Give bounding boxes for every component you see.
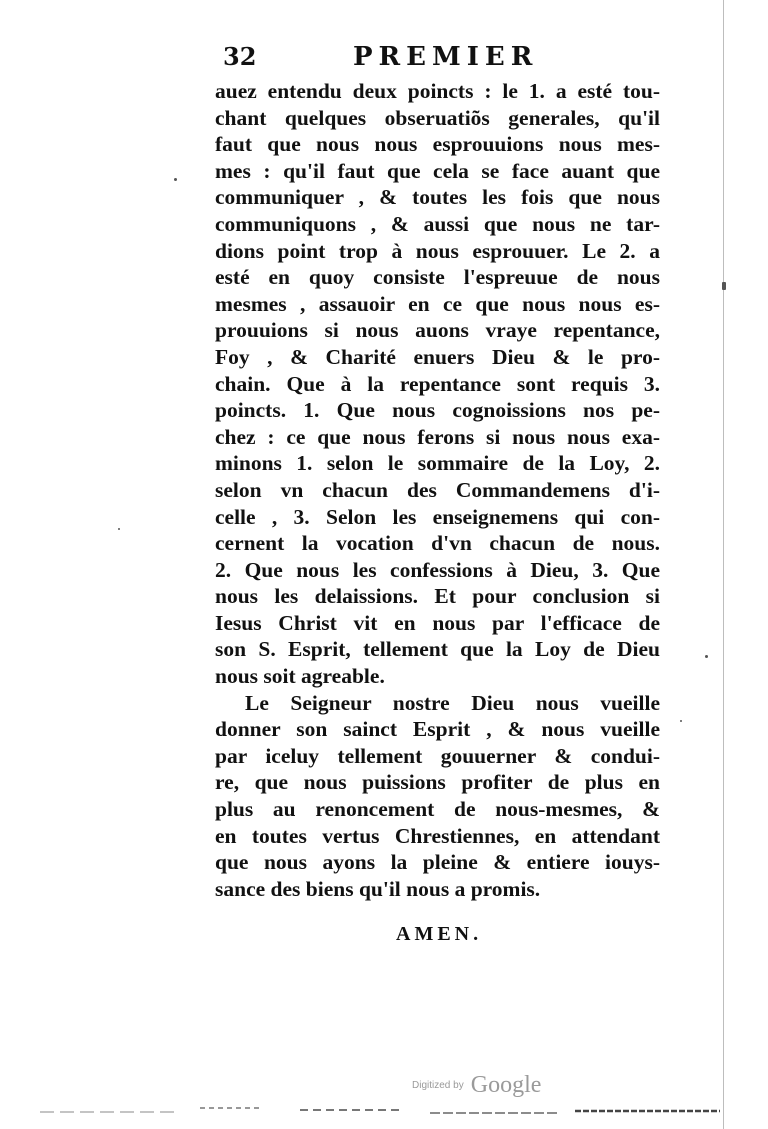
scan-speck bbox=[118, 528, 120, 530]
text-line: 2. Que nous les confessions à Dieu, 3. Que bbox=[215, 557, 660, 582]
text-line: mesmes , assauoir en ce que nous nous es- bbox=[215, 291, 660, 316]
text-line: chant quelques obseruatiõs generales, qu'il bbox=[215, 105, 660, 130]
text-line: faut que nous nous esprouuions nous mes- bbox=[215, 132, 660, 157]
scan-speck bbox=[705, 655, 708, 658]
text-line: son S. Esprit, tellement que la Loy de Dieu bbox=[215, 637, 660, 662]
text-line: Le Seigneur nostre Dieu nous vueille bbox=[245, 690, 660, 715]
digitized-watermark bbox=[412, 1072, 541, 1099]
text-line: Iesus Christ vit en nous par l'efficace de bbox=[215, 610, 660, 635]
scan-speck bbox=[680, 720, 682, 722]
text-line: cernent la vocation d'vn chacun de nous. bbox=[215, 531, 660, 556]
closing-amen: AMEN. bbox=[396, 923, 483, 945]
text-line: en toutes vertus Chrestiennes, en attendant bbox=[215, 823, 660, 848]
page-number: 32 bbox=[223, 42, 257, 71]
text-line: esté en quoy consiste l'espreuue de nous bbox=[215, 265, 660, 290]
text-line: selon vn chacun des Commandemens d'i- bbox=[215, 477, 660, 502]
text-line: nous les delaissions. Et pour conclusion si bbox=[215, 584, 660, 609]
text-line: communiquer , & toutes les fois que nous bbox=[215, 185, 660, 210]
text-line: minons 1. selon le sommaire de la Loy, 2. bbox=[215, 451, 660, 476]
text-line: mes : qu'il faut que cela se face auant que bbox=[215, 158, 660, 183]
scan-speck bbox=[722, 282, 726, 290]
text-line: communiquons , & aussi que nous ne tar- bbox=[215, 211, 660, 236]
text-line: chain. Que à la repentance sont requis 3. bbox=[215, 371, 660, 396]
text-line: nous soit agreable. bbox=[215, 664, 385, 689]
text-line: donner son sainct Esprit , & nous vueille bbox=[215, 717, 660, 742]
scan-noise-marks bbox=[0, 1100, 768, 1120]
text-line: plus au renoncement de nous-mesmes, & bbox=[215, 797, 660, 822]
body-text bbox=[215, 78, 660, 902]
text-line: que nous ayons la pleine & entiere iouys- bbox=[215, 850, 660, 875]
text-line: Foy , & Charité enuers Dieu & le pro- bbox=[215, 344, 660, 369]
text-line: par iceluy tellement gouuerner & condui- bbox=[215, 743, 660, 768]
text-line: poincts. 1. Que nous cognoissions nos pe- bbox=[215, 398, 660, 423]
watermark-brand: Google bbox=[470, 1072, 542, 1098]
text-line: prouuions si nous auons vraye repentance, bbox=[215, 318, 660, 343]
running-head: PREMIER bbox=[353, 42, 539, 72]
text-line: auez entendu deux poincts : le 1. a esté tou- bbox=[215, 79, 660, 103]
text-line: re, que nous puissions profiter de plus en bbox=[215, 770, 660, 795]
watermark-prefix: Digitized by bbox=[412, 1080, 464, 1091]
page-edge-line bbox=[723, 0, 724, 1129]
page-header bbox=[223, 42, 658, 72]
text-line: sance des biens qu'il nous a promis. bbox=[215, 876, 541, 901]
text-line: dions point trop à nous esprouuer. Le 2. a bbox=[215, 238, 660, 263]
text-line: celle , 3. Selon les enseignemens qui con- bbox=[215, 504, 660, 529]
text-line: chez : ce que nous ferons si nous nous exa- bbox=[215, 424, 660, 449]
scan-speck bbox=[174, 178, 177, 181]
